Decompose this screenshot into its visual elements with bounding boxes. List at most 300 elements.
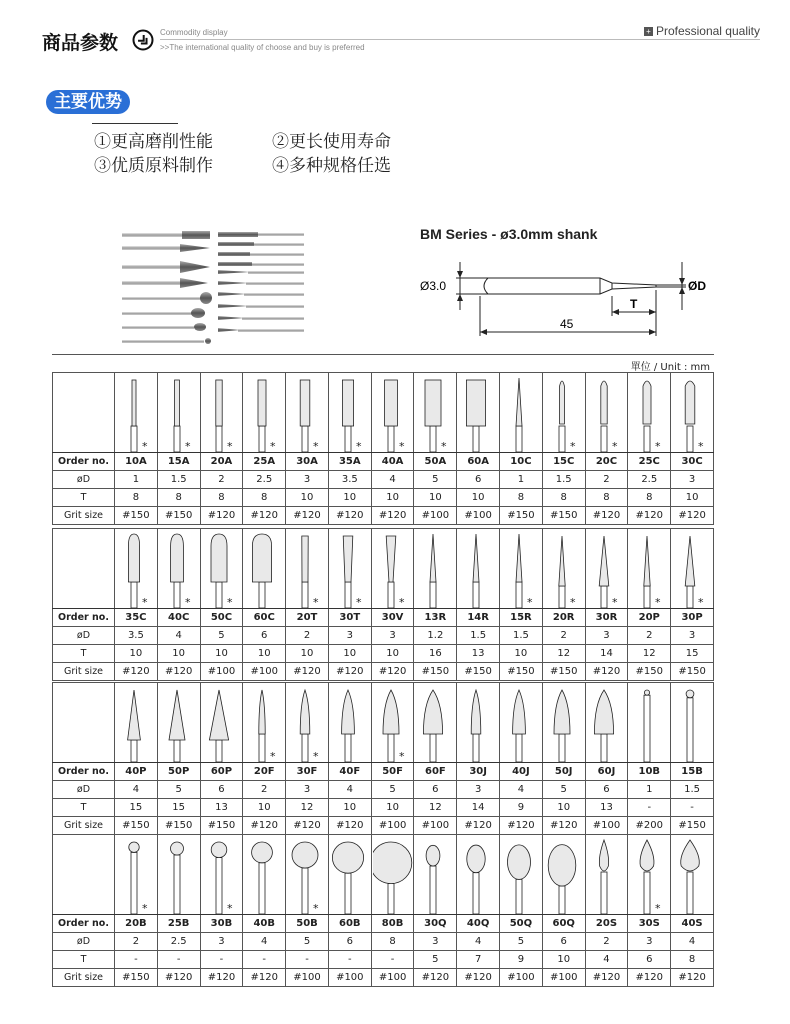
tool-image-cell	[371, 835, 414, 915]
order-cell: 30Q	[414, 915, 457, 933]
t-cell: 10	[371, 645, 414, 663]
d-cell: 2.5	[157, 933, 200, 951]
t-cell: 13	[200, 799, 243, 817]
row-label-empty	[53, 373, 115, 453]
row-label-t: T	[53, 489, 115, 507]
grit-cell: #120	[286, 817, 329, 835]
d-cell: 4	[328, 781, 371, 799]
row-label-d: øD	[53, 933, 115, 951]
tool-image-cell	[200, 683, 243, 763]
tool-image-cell	[628, 373, 671, 453]
bur-tool-icon	[287, 374, 327, 452]
order-cell: 50Q	[500, 915, 543, 933]
svg-text:*: *	[184, 440, 191, 452]
tool-image-cell	[371, 373, 414, 453]
row-label-empty	[53, 683, 115, 763]
tool-image-row	[53, 373, 714, 453]
tool-image-cell	[200, 373, 243, 453]
t-cell: 8	[200, 489, 243, 507]
row-label-order: Order no.	[53, 763, 115, 781]
tool-image-cell	[243, 835, 286, 915]
order-cell: 10B	[628, 763, 671, 781]
d-row	[53, 781, 714, 799]
grit-cell: #120	[585, 663, 628, 681]
tool-image-cell	[585, 683, 628, 763]
advantage-item: ③优质原料制作	[94, 156, 213, 176]
d-cell: 3.5	[115, 627, 158, 645]
row-label-grit: Grit size	[53, 663, 115, 681]
grit-cell: #120	[157, 969, 200, 987]
order-cell: 60F	[414, 763, 457, 781]
grit-cell: #100	[328, 969, 371, 987]
tool-image-cell	[671, 835, 714, 915]
tool-image-cell	[628, 835, 671, 915]
d-cell: 3.5	[328, 471, 371, 489]
grit-cell: #100	[200, 663, 243, 681]
bur-tool-icon	[415, 836, 455, 914]
order-row	[53, 915, 714, 933]
order-cell: 30P	[671, 609, 714, 627]
tool-image-cell	[157, 529, 200, 609]
svg-text:*: *	[569, 440, 576, 452]
grit-cell: #120	[585, 969, 628, 987]
tool-image-cell	[286, 683, 329, 763]
grit-row	[53, 663, 714, 681]
order-cell: 40F	[328, 763, 371, 781]
d-cell: 3	[628, 933, 671, 951]
spec-table-3	[52, 682, 714, 835]
t-cell: 13	[585, 799, 628, 817]
order-cell: 40Q	[457, 915, 500, 933]
bur-tool-icon	[458, 374, 498, 452]
order-cell: 20A	[200, 453, 243, 471]
tool-image-row	[53, 683, 714, 763]
grit-row	[53, 969, 714, 987]
order-cell: 60B	[328, 915, 371, 933]
t-cell: -	[371, 951, 414, 969]
t-cell: 14	[457, 799, 500, 817]
d-cell: 6	[457, 471, 500, 489]
d-cell: 4	[243, 933, 286, 951]
tool-image-cell	[585, 835, 628, 915]
tool-image-cell	[542, 529, 585, 609]
tool-image-cell	[585, 529, 628, 609]
d-cell: 6	[414, 781, 457, 799]
grit-row	[53, 817, 714, 835]
tool-image-cell	[328, 529, 371, 609]
arrow-circle-icon	[132, 29, 154, 51]
t-cell: 8	[628, 489, 671, 507]
order-cell: 80B	[371, 915, 414, 933]
tool-image-cell	[243, 373, 286, 453]
t-cell: 8	[585, 489, 628, 507]
order-cell: 40J	[500, 763, 543, 781]
t-cell: 15	[115, 799, 158, 817]
d-cell: 3	[371, 627, 414, 645]
d-cell: 3	[200, 933, 243, 951]
t-cell: 10	[243, 799, 286, 817]
t-cell: 8	[500, 489, 543, 507]
grit-cell: #120	[371, 663, 414, 681]
bur-tool-icon	[373, 374, 413, 452]
d-cell: 5	[286, 933, 329, 951]
d-cell: 5	[500, 933, 543, 951]
svg-text:*: *	[227, 440, 233, 452]
d-cell: 2	[115, 933, 158, 951]
tool-image-cell	[115, 529, 158, 609]
bur-tool-icon	[330, 684, 370, 762]
t-cell: 10	[371, 799, 414, 817]
d-cell: 5	[200, 627, 243, 645]
order-cell: 15A	[157, 453, 200, 471]
order-cell: 30A	[286, 453, 329, 471]
bur-tool-icon	[672, 684, 712, 762]
order-cell: 15B	[671, 763, 714, 781]
tool-image-cell	[500, 373, 543, 453]
d-cell: 3	[671, 471, 714, 489]
bur-tool-icon	[244, 530, 284, 608]
grit-cell: #150	[500, 663, 543, 681]
tool-image-cell	[671, 529, 714, 609]
bur-tool-icon	[201, 684, 241, 762]
svg-text:*: *	[526, 596, 533, 608]
order-cell: 60P	[200, 763, 243, 781]
svg-text:*: *	[698, 596, 704, 608]
t-cell: -	[671, 799, 714, 817]
row-label-t: T	[53, 799, 115, 817]
bur-tool-icon	[330, 530, 370, 608]
d-cell: 2	[200, 471, 243, 489]
row-label-d: øD	[53, 471, 115, 489]
d-cell: 2	[243, 781, 286, 799]
order-cell: 20P	[628, 609, 671, 627]
order-cell: 30J	[457, 763, 500, 781]
row-label-grit: Grit size	[53, 969, 115, 987]
bur-tool-icon	[672, 530, 712, 608]
t-cell: -	[243, 951, 286, 969]
tool-image-cell	[414, 529, 457, 609]
d-cell: 2	[542, 627, 585, 645]
grit-cell: #120	[628, 507, 671, 525]
order-cell: 30B	[200, 915, 243, 933]
row-label-order: Order no.	[53, 609, 115, 627]
d-cell: 1.5	[457, 627, 500, 645]
svg-text:*: *	[655, 440, 661, 452]
order-cell: 60C	[243, 609, 286, 627]
t-cell: 12	[628, 645, 671, 663]
grit-cell: #120	[457, 817, 500, 835]
bur-tool-icon	[201, 836, 241, 914]
tool-image-cell	[500, 835, 543, 915]
order-cell: 50A	[414, 453, 457, 471]
order-cell: 30S	[628, 915, 671, 933]
row-label-grit: Grit size	[53, 507, 115, 525]
order-cell: 40A	[371, 453, 414, 471]
left-burr-group	[122, 231, 212, 344]
t-cell: 12	[286, 799, 329, 817]
grit-row	[53, 507, 714, 525]
tip-diameter-label: ØD	[688, 279, 706, 293]
order-cell: 40S	[671, 915, 714, 933]
t-cell: 10	[286, 489, 329, 507]
grit-cell: #150	[115, 817, 158, 835]
t-cell: 13	[457, 645, 500, 663]
header-quality-label: + Professional quality	[644, 24, 760, 38]
d-cell: 3	[671, 627, 714, 645]
t-cell: -	[328, 951, 371, 969]
grit-cell: #150	[628, 663, 671, 681]
d-cell: 4	[671, 933, 714, 951]
bur-tool-icon	[629, 684, 669, 762]
bur-tool-icon	[501, 530, 541, 608]
product-photo	[118, 226, 310, 348]
t-cell: 15	[157, 799, 200, 817]
grit-cell: #150	[414, 663, 457, 681]
d-row	[53, 627, 714, 645]
bur-tool-icon	[373, 836, 413, 914]
tool-image-cell	[414, 683, 457, 763]
order-cell: 40P	[115, 763, 158, 781]
order-cell: 20F	[243, 763, 286, 781]
bur-tool-icon	[672, 836, 712, 914]
tool-image-cell	[542, 835, 585, 915]
grit-cell: #150	[157, 817, 200, 835]
row-label-empty	[53, 835, 115, 915]
d-cell: 3	[286, 781, 329, 799]
svg-text:*: *	[313, 440, 319, 452]
order-cell: 20B	[115, 915, 158, 933]
grit-cell: #100	[371, 817, 414, 835]
svg-text:*: *	[355, 440, 362, 452]
bur-tool-icon	[544, 684, 584, 762]
t-row	[53, 645, 714, 663]
d-cell: 1	[500, 471, 543, 489]
t-cell: -	[200, 951, 243, 969]
order-row	[53, 609, 714, 627]
bur-tool-icon	[116, 374, 156, 452]
d-cell: 6	[542, 933, 585, 951]
order-cell: 25A	[243, 453, 286, 471]
t-cell: 10	[500, 645, 543, 663]
t-cell: 10	[371, 489, 414, 507]
tool-image-cell	[286, 835, 329, 915]
order-cell: 35A	[328, 453, 371, 471]
advantages-badge: 主要优势	[46, 90, 130, 114]
grit-cell: #100	[243, 663, 286, 681]
order-cell: 50F	[371, 763, 414, 781]
bur-tool-icon	[415, 374, 455, 452]
d-cell: 4	[457, 933, 500, 951]
right-burr-group	[218, 232, 304, 332]
svg-text:*: *	[698, 440, 704, 452]
t-cell: 6	[628, 951, 671, 969]
tool-image-cell	[371, 683, 414, 763]
tool-image-cell	[328, 835, 371, 915]
order-cell: 25C	[628, 453, 671, 471]
svg-text:*: *	[313, 902, 319, 914]
tool-image-cell	[243, 683, 286, 763]
bur-tool-icon	[415, 684, 455, 762]
d-cell: 1.5	[157, 471, 200, 489]
tool-image-cell	[457, 683, 500, 763]
d-cell: 4	[115, 781, 158, 799]
order-cell: 15C	[542, 453, 585, 471]
bur-tool-icon	[501, 684, 541, 762]
order-cell: 60Q	[542, 915, 585, 933]
order-cell: 60A	[457, 453, 500, 471]
grit-cell: #100	[286, 969, 329, 987]
t-cell: 10	[115, 645, 158, 663]
order-row	[53, 763, 714, 781]
bur-tool-icon	[287, 530, 327, 608]
t-cell: 8	[157, 489, 200, 507]
order-cell: 15R	[500, 609, 543, 627]
d-cell: 6	[243, 627, 286, 645]
bur-tool-icon	[586, 530, 626, 608]
order-cell: 20R	[542, 609, 585, 627]
tool-image-row	[53, 529, 714, 609]
bur-tool-icon	[586, 374, 626, 452]
grit-cell: #120	[328, 507, 371, 525]
bur-tool-icon	[116, 684, 156, 762]
svg-text:*: *	[569, 596, 576, 608]
t-row	[53, 951, 714, 969]
grit-cell: #150	[115, 969, 158, 987]
d-cell: 2	[585, 933, 628, 951]
grit-cell: #150	[157, 507, 200, 525]
grit-cell: #150	[115, 507, 158, 525]
bur-tool-icon	[330, 836, 370, 914]
row-label-d: øD	[53, 627, 115, 645]
tool-image-cell	[157, 835, 200, 915]
grit-cell: #150	[671, 663, 714, 681]
t-cell: 8	[542, 489, 585, 507]
grit-cell: #120	[628, 969, 671, 987]
grit-cell: #200	[628, 817, 671, 835]
tool-image-cell	[500, 529, 543, 609]
tool-image-cell	[157, 373, 200, 453]
t-cell: 8	[115, 489, 158, 507]
order-cell: 50P	[157, 763, 200, 781]
d-cell: 1	[115, 471, 158, 489]
t-cell: 4	[585, 951, 628, 969]
spec-table-4	[52, 834, 714, 987]
order-cell: 30V	[371, 609, 414, 627]
header-divider	[160, 39, 760, 40]
tool-image-cell	[157, 683, 200, 763]
grit-cell: #100	[542, 969, 585, 987]
grit-cell: #120	[200, 969, 243, 987]
grit-cell: #100	[414, 507, 457, 525]
order-cell: 20S	[585, 915, 628, 933]
row-label-t: T	[53, 645, 115, 663]
svg-text:*: *	[141, 902, 148, 914]
tool-image-cell	[414, 835, 457, 915]
tool-image-cell	[628, 683, 671, 763]
d-cell: 3	[585, 627, 628, 645]
grit-cell: #150	[542, 663, 585, 681]
d-cell: 4	[371, 471, 414, 489]
tool-image-cell	[671, 373, 714, 453]
t-cell: 10	[542, 799, 585, 817]
t-cell: 10	[671, 489, 714, 507]
d-cell: 1.5	[671, 781, 714, 799]
t-cell: 16	[414, 645, 457, 663]
tool-image-cell	[628, 529, 671, 609]
page-title: 商品参数	[42, 32, 119, 54]
t-cell: 12	[414, 799, 457, 817]
row-label-order: Order no.	[53, 453, 115, 471]
advantage-item: ①更高磨削性能	[94, 132, 213, 152]
t-row	[53, 799, 714, 817]
svg-text:*: *	[270, 750, 276, 762]
t-cell: -	[157, 951, 200, 969]
d-cell: 2.5	[243, 471, 286, 489]
grit-cell: #120	[328, 817, 371, 835]
t-cell: 10	[414, 489, 457, 507]
d-cell: 3	[328, 627, 371, 645]
d-cell: 6	[328, 933, 371, 951]
order-cell: 30T	[328, 609, 371, 627]
t-cell: 7	[457, 951, 500, 969]
bur-tool-icon	[330, 374, 370, 452]
t-cell: 10	[457, 489, 500, 507]
t-cell: 10	[243, 645, 286, 663]
tool-image-cell	[115, 683, 158, 763]
order-cell: 10A	[115, 453, 158, 471]
d-cell: 2.5	[628, 471, 671, 489]
order-cell: 20T	[286, 609, 329, 627]
tool-image-cell	[115, 835, 158, 915]
tool-image-cell	[328, 683, 371, 763]
d-cell: 6	[200, 781, 243, 799]
svg-text:*: *	[355, 596, 362, 608]
d-cell: 5	[414, 471, 457, 489]
tool-image-cell	[500, 683, 543, 763]
t-cell: 10	[200, 645, 243, 663]
svg-text:*: *	[270, 440, 276, 452]
bur-tool-icon	[458, 836, 498, 914]
grit-cell: #150	[671, 817, 714, 835]
grit-cell: #120	[671, 507, 714, 525]
order-cell: 60J	[585, 763, 628, 781]
grit-cell: #100	[585, 817, 628, 835]
tool-image-cell	[457, 529, 500, 609]
tool-image-cell	[286, 373, 329, 453]
bur-tool-icon	[544, 530, 584, 608]
order-cell: 10C	[500, 453, 543, 471]
svg-text:*: *	[313, 750, 319, 762]
bur-tool-icon	[201, 374, 241, 452]
bur-tool-icon	[629, 374, 669, 452]
svg-text:*: *	[441, 440, 447, 452]
d-cell: 6	[585, 781, 628, 799]
tool-image-cell	[243, 529, 286, 609]
page-header	[42, 24, 760, 58]
header-tagline: >>The international quality of choose and buy is preferred	[160, 43, 365, 52]
bur-tool-icon	[672, 374, 712, 452]
bur-tool-icon	[116, 530, 156, 608]
order-cell: 14R	[457, 609, 500, 627]
bur-tool-icon	[415, 530, 455, 608]
t-cell: 14	[585, 645, 628, 663]
tool-image-cell	[414, 373, 457, 453]
grit-cell: #120	[243, 507, 286, 525]
header-subtitle-en: Commodity display	[160, 28, 228, 37]
tool-image-cell	[457, 835, 500, 915]
tool-image-cell	[542, 683, 585, 763]
unit-divider	[52, 354, 714, 355]
